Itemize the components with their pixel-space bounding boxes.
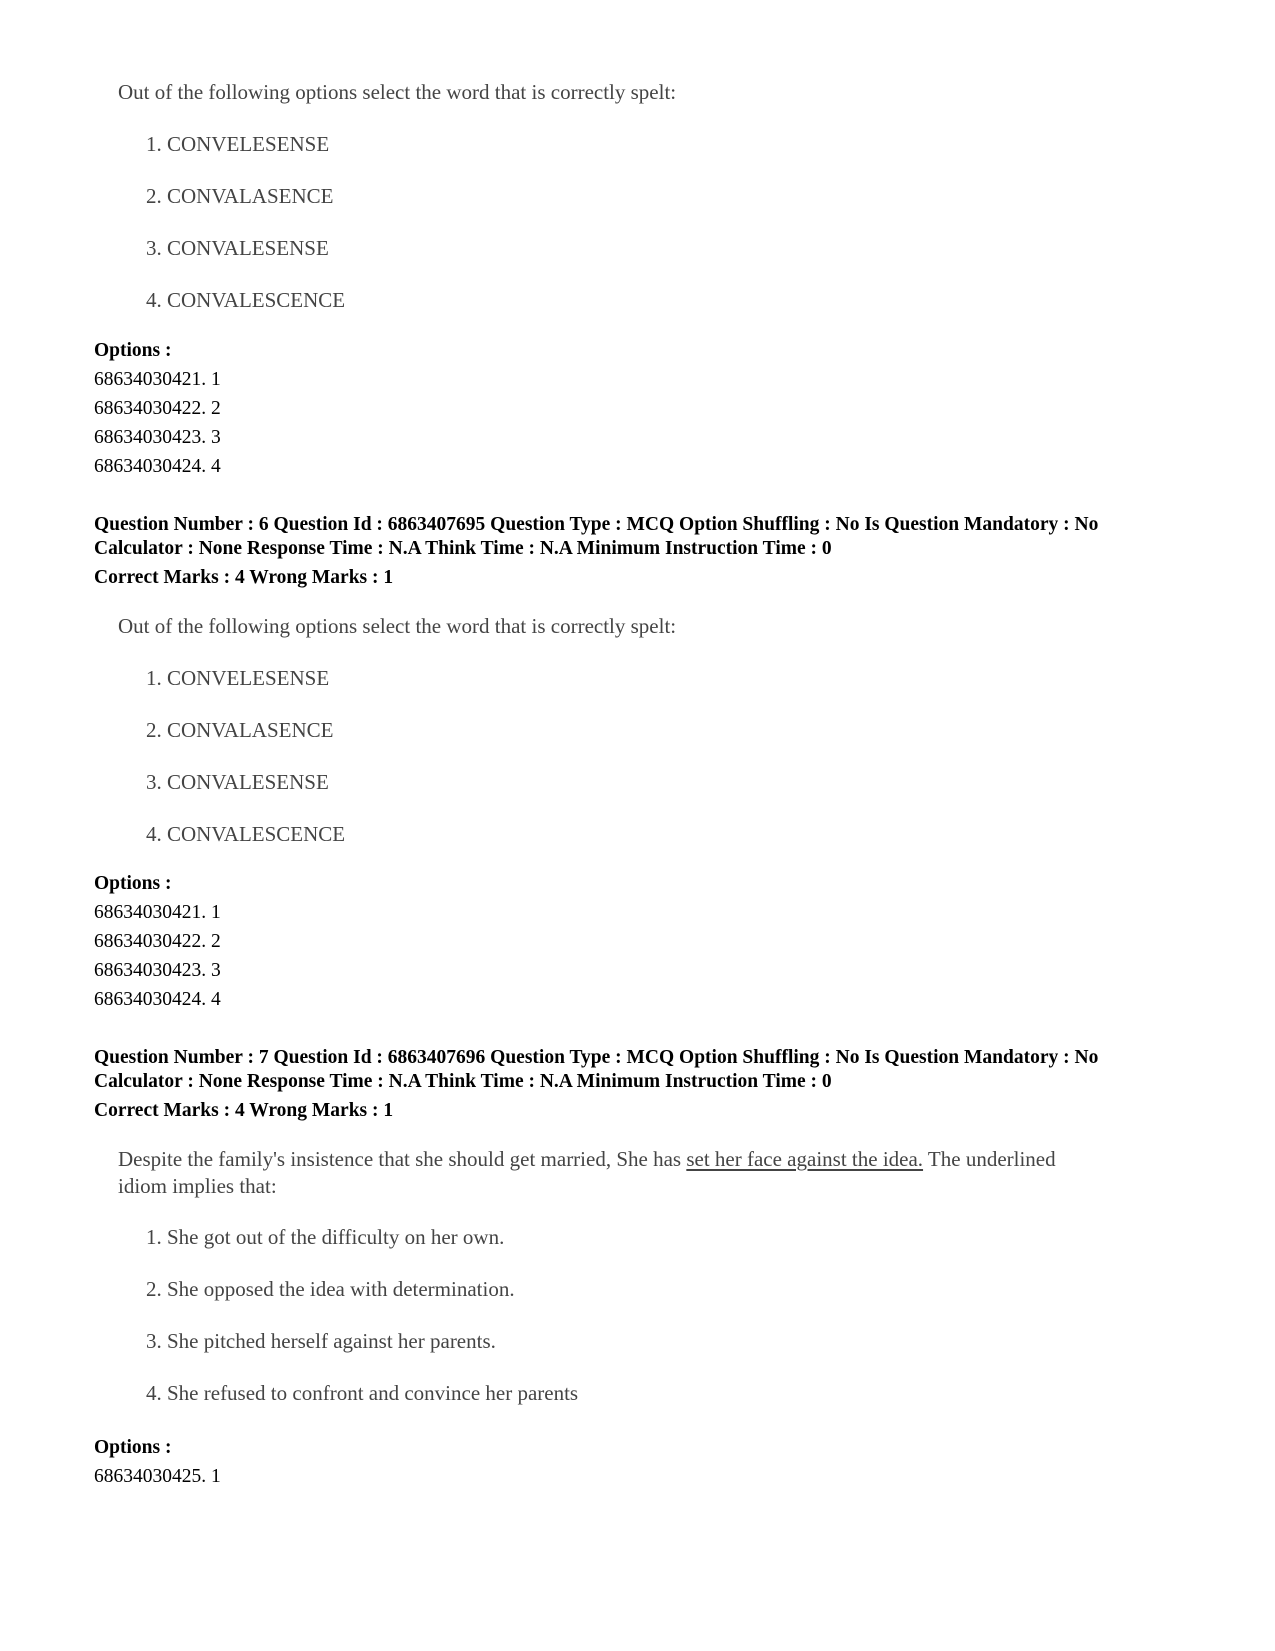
option-id: 68634030424. 4 bbox=[94, 989, 221, 1010]
question-5-stem: Out of the following options select the word that is correctly spelt: bbox=[118, 80, 677, 104]
choice-item: 4. She refused to confront and convince her parents bbox=[146, 1381, 579, 1405]
question-5-options bbox=[94, 336, 494, 481]
question-7-options bbox=[94, 1433, 494, 1491]
option-id: 68634030425. 1 bbox=[94, 1466, 221, 1487]
question-6-meta-line2: Calculator : None Response Time : N.A Think Time : N.A Minimum Instruction Time : 0 bbox=[94, 538, 832, 559]
choice-item: 2. CONVALASENCE bbox=[146, 184, 334, 208]
question-6-marks: Correct Marks : 4 Wrong Marks : 1 bbox=[94, 567, 394, 588]
choice-item: 3. CONVALESENSE bbox=[146, 236, 329, 260]
question-7-stem-part2: The underlined idiom implies that: bbox=[118, 1147, 1056, 1198]
question-6-stem: Out of the following options select the word that is correctly spelt: bbox=[118, 614, 677, 638]
choice-item: 1. CONVELESENSE bbox=[146, 132, 330, 156]
options-label: Options : bbox=[94, 1437, 172, 1458]
question-5-image bbox=[118, 79, 677, 312]
question-6-image bbox=[118, 613, 677, 846]
choice-item: 1. She got out of the difficulty on her own. bbox=[146, 1225, 505, 1249]
option-id: 68634030423. 3 bbox=[94, 960, 221, 981]
question-7-marks: Correct Marks : 4 Wrong Marks : 1 bbox=[94, 1100, 394, 1121]
question-7-meta-line1: Question Number : 7 Question Id : 6863407696 Question Type : MCQ Option Shuffling : No Is Question Mandatory : No bbox=[94, 1047, 1099, 1068]
question-7-stem-part1: Despite the family's insistence that she should get married, She has bbox=[118, 1147, 687, 1171]
option-id: 68634030421. 1 bbox=[94, 902, 221, 923]
question-7-meta-line2: Calculator : None Response Time : N.A Think Time : N.A Minimum Instruction Time : 0 bbox=[94, 1071, 832, 1092]
question-6-meta-line1: Question Number : 6 Question Id : 6863407695 Question Type : MCQ Option Shuffling : No Is Question Mandatory : No bbox=[94, 514, 1099, 535]
choice-item: 1. CONVELESENSE bbox=[146, 666, 330, 690]
question-7-image bbox=[118, 1146, 1078, 1405]
choice-item: 2. She opposed the idea with determination. bbox=[146, 1277, 515, 1301]
question-7-stem bbox=[118, 1146, 1078, 1200]
choice-item: 4. CONVALESCENCE bbox=[146, 822, 346, 846]
options-label: Options : bbox=[94, 873, 172, 894]
question-6-options bbox=[94, 869, 494, 1014]
option-id: 68634030422. 2 bbox=[94, 931, 221, 952]
choice-item: 3. She pitched herself against her parents. bbox=[146, 1329, 496, 1353]
question-7-meta bbox=[94, 1046, 1214, 1123]
option-id: 68634030424. 4 bbox=[94, 456, 221, 477]
option-id: 68634030422. 2 bbox=[94, 398, 221, 419]
option-id: 68634030423. 3 bbox=[94, 427, 221, 448]
options-label: Options : bbox=[94, 340, 172, 361]
choice-item: 2. CONVALASENCE bbox=[146, 718, 334, 742]
choice-item: 3. CONVALESENSE bbox=[146, 770, 329, 794]
choice-item: 4. CONVALESCENCE bbox=[146, 288, 346, 312]
option-id: 68634030421. 1 bbox=[94, 369, 221, 390]
question-6-meta bbox=[94, 513, 1214, 590]
underlined-idiom: set her face against the idea. bbox=[686, 1147, 924, 1171]
